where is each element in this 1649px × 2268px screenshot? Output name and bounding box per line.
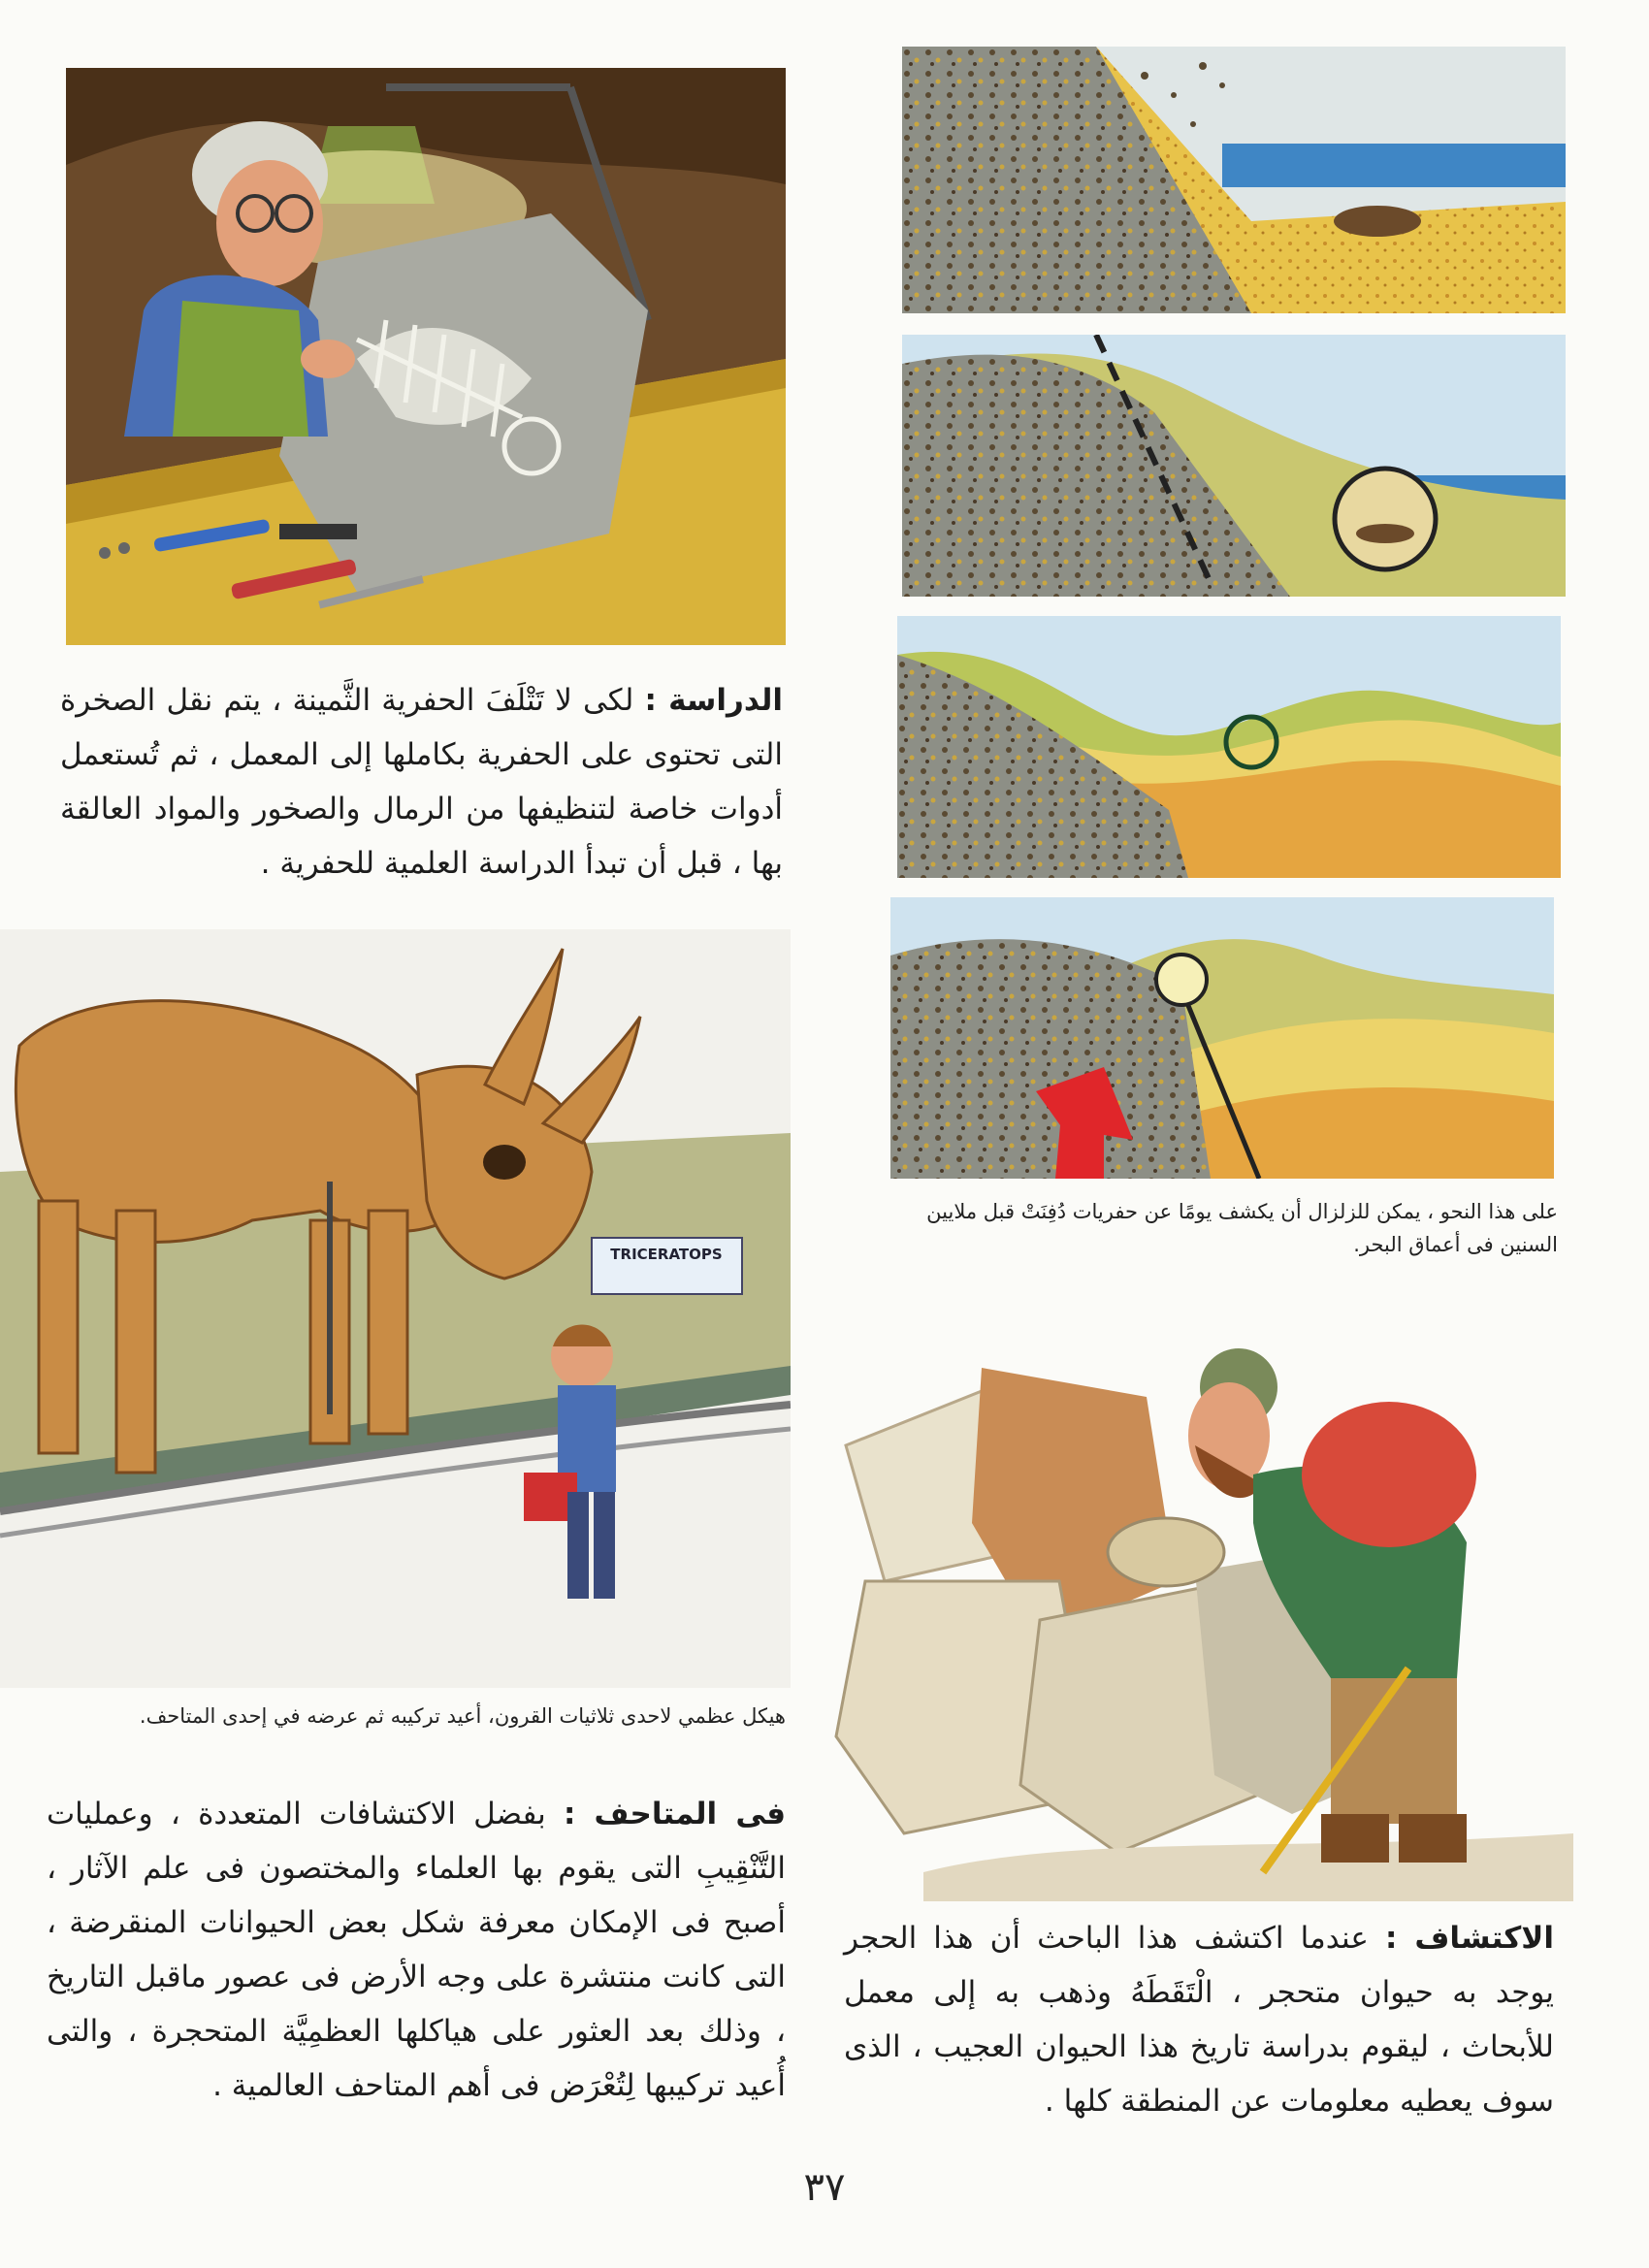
triceratops-illustration (0, 929, 791, 1688)
geology-panel-1 (902, 47, 1566, 313)
museums-heading: فى المتاحف : (564, 1797, 786, 1831)
explorer-illustration (826, 1329, 1573, 1901)
discovery-paragraph (844, 1911, 1554, 2128)
discovery-body: عندما اكتشف هذا الباحث أن هذا الحجر يوجد به حيوان متحجر ، الْتَقَطَهُ وذهب به إلى معمل للأبحاث ، ليقوم بدراسة تاريخ هذا الحيوان العجيب ، الذى سوف يعطيه معلومات عن المنطقة كلها . (844, 1921, 1554, 2119)
study-paragraph (60, 673, 783, 891)
study-body: لكى لا تَتْلَفَ الحفرية الثَّمينة ، يتم نقل الصخرة التى تحتوى على الحفرية بكاملها إلى المعمل ، ثم تُستعمل أدوات خاصة لتنظيفها من الرمال والصخور والمواد العالقة بها ، قبل أن تبدأ الدراسة العلمية للحفرية . (60, 683, 783, 881)
earthquake-caption: على هذا النحو ، يمكن للزلزال أن يكشف يومًا عن حفريات دُفِنَتْ قبل ملايين السنين فى أعماق البحر. (926, 1200, 1558, 1256)
museums-body: بفضل الاكتشافات المتعددة ، وعمليات التَّنْقِيبِ التى يقوم بها العلماء والمختصون فى علم الآثار ، أصبح فى الإمكان معرفة شكل بعض الحيوانات المنقرضة ، التى كانت منتشرة على وجه الأرض فى عصور ماقبل التاريخ ، وذلك بعد العثور على هياكلها العظمِيَّة المتحجرة ، والتى أُعيد تركيبها لِتُعْرَض فى أهم المتاحف العالمية . (47, 1797, 786, 2103)
skeleton-caption: هيكل عظمي لاحدى ثلاثيات القرون، أعيد تركيبه ثم عرضه في إحدى المتاحف. (139, 1704, 786, 1728)
discovery-heading: الاكتشاف : (1384, 1921, 1554, 1956)
lab-illustration (66, 68, 786, 645)
museums-paragraph (47, 1787, 786, 2113)
geology-panel-2 (902, 335, 1566, 597)
geology-panel-3 (897, 616, 1561, 878)
page-number: ٣٧ (803, 2165, 846, 2210)
study-heading: الدراسة : (644, 683, 783, 718)
geology-panel-4 (890, 897, 1554, 1179)
museum-sign-text: TRICERATOPS (610, 1246, 723, 1263)
